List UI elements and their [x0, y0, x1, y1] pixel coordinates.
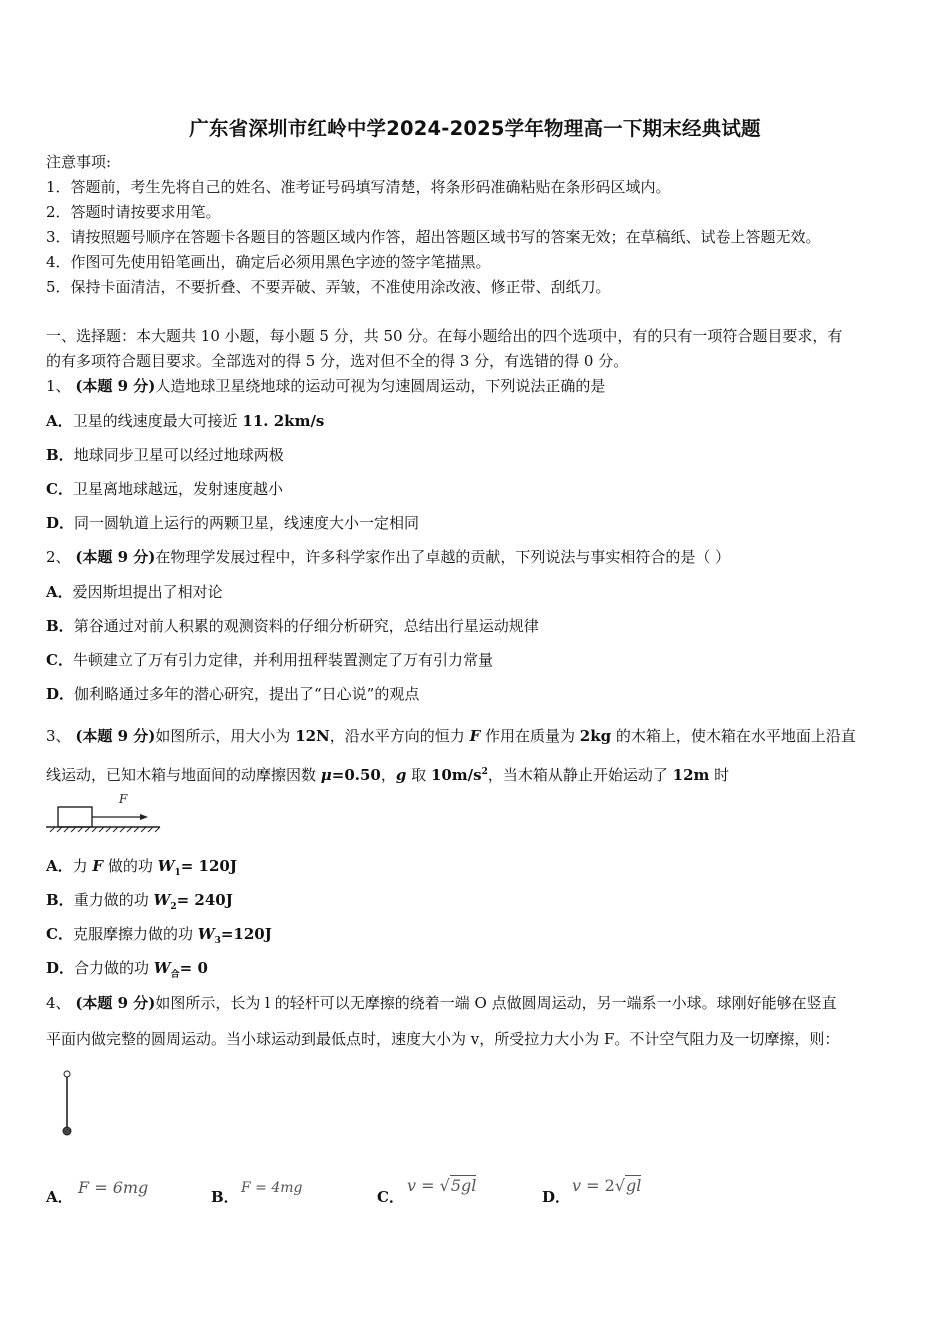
option-label: B． [46, 891, 74, 909]
option-text: 卫星离地球越远，发射速度越小 [72, 480, 283, 498]
q4-option-d[interactable] [542, 1174, 702, 1214]
notice-item: 5．保持卡面清洁，不要折叠、不要弄破、弄皱，不准使用涂改液、修正带、刮纸刀。 [46, 278, 611, 296]
option-variable: W [157, 857, 175, 875]
notice-item: 3．请按照题号顺序在答题卡各题目的答题区域内作答，超出答题区域书写的答案无效；在草稿纸、试卷上答题无效。 [46, 228, 821, 246]
option-formula [572, 1176, 641, 1195]
option-text: 重力做的功 [73, 891, 154, 909]
formula-equals: = [416, 1176, 440, 1195]
question-text: 人造地球卫星绕地球的运动可视为匀速圆周运动，下列说法正确的是 [155, 377, 606, 395]
option-value: 11. 2km/s [242, 412, 325, 430]
option-text: 合力做的功 [74, 959, 154, 977]
question-score: (本题 9 分) [75, 727, 156, 745]
q3-option-a[interactable] [46, 856, 916, 883]
q2-option-b[interactable] [46, 616, 916, 636]
formula-equals: = [89, 1178, 113, 1197]
option-variable: W [153, 891, 171, 909]
formula-rhs: 6mg [112, 1178, 149, 1197]
notice-item: 4．作图可先使用铅笔画出，确定后必须用黑色字迹的签字笔描黑。 [46, 253, 491, 271]
option-text: 地球同步卫星可以经过地球两极 [73, 446, 284, 464]
q2-option-c[interactable] [46, 650, 916, 670]
option-value: = 120J [180, 857, 237, 875]
option-text: 克服摩擦力做的功 [72, 925, 198, 943]
option-value: =120J [220, 925, 272, 943]
option-text: 力 [72, 857, 93, 875]
option-subscript: 3 [214, 936, 221, 946]
stem-variable: μ [320, 766, 332, 784]
q1-option-b[interactable] [46, 445, 916, 465]
stem-text: 的木箱上，使木箱在水平地面上沿直 [611, 727, 856, 745]
stem-variable: g [395, 766, 407, 784]
ground-hatching [50, 827, 160, 832]
formula-coefficient: 2 [604, 1176, 615, 1195]
option-label: A． [46, 412, 73, 430]
q4-option-b[interactable] [211, 1174, 371, 1214]
option-text: 做的功 [103, 857, 158, 875]
stem-text: ，当木箱从静止开始运动了 [487, 766, 673, 784]
question-3-stem-line1 [46, 726, 916, 746]
question-number: 3、 [46, 727, 71, 745]
stem-text: ， [380, 766, 396, 784]
question-2-stem [46, 547, 916, 567]
stem-text: 作用在质量为 [480, 727, 580, 745]
q3-option-c[interactable] [46, 924, 916, 951]
formula-lhs: F [78, 1178, 90, 1197]
rod-ball-diagram [56, 1068, 78, 1140]
option-label: D． [46, 959, 75, 977]
stem-value: 12m [672, 766, 710, 784]
option-variable: F [92, 857, 104, 875]
option-label: D． [542, 1188, 571, 1206]
question-4-stem-line1 [46, 993, 916, 1013]
q2-option-d[interactable] [46, 684, 916, 704]
option-text: 第谷通过对前人积累的观测资料的仔细分析研究，总结出行星运动规律 [73, 617, 539, 635]
question-score: (本题 9 分) [75, 377, 156, 395]
option-label: B． [211, 1188, 239, 1206]
stem-text: 如图所示，用大小为 [155, 727, 296, 745]
option-text: 牛顿建立了万有引力定律，并利用扭秤装置测定了万有引力常量 [72, 651, 493, 669]
formula-lhs: v [572, 1176, 582, 1195]
q3-option-d[interactable] [46, 958, 916, 985]
box-force-diagram [46, 788, 166, 836]
option-label: A． [46, 583, 73, 601]
q1-option-d[interactable] [46, 513, 916, 533]
q2-option-a[interactable] [46, 582, 916, 602]
stem-superscript: 2 [481, 767, 488, 777]
sqrt-sign-icon: √ [439, 1176, 450, 1195]
stem-text: 如图所示，长为 l 的轻杆可以无摩擦的绕着一端 O 点做圆周运动，另一端系一小球。球刚好能够在竖直 [155, 994, 837, 1012]
question-4-stem-line2: 平面内做完整的圆周运动。当小球运动到最低点时，速度大小为 v，所受拉力大小为 F。不计空气阻力及一切摩擦，则： [46, 1030, 840, 1048]
wooden-box [58, 807, 92, 827]
q1-option-c[interactable] [46, 479, 916, 499]
stem-text: ，沿水平方向的恒力 [329, 727, 470, 745]
question-number: 2、 [46, 548, 71, 566]
q4-option-a[interactable] [46, 1174, 206, 1214]
force-arrow-head [140, 814, 148, 820]
option-label: D． [46, 685, 75, 703]
q3-option-b[interactable] [46, 890, 916, 917]
formula-lhs: v [407, 1176, 417, 1195]
formula-radicand: 5gl [450, 1176, 477, 1195]
option-variable: W [197, 925, 215, 943]
stem-value: 10m/s [430, 766, 482, 784]
question-3-stem-line2 [46, 762, 916, 785]
option-label: C． [46, 925, 73, 943]
notice-item: 1．答题前，考生先将自己的姓名、准考证号码填写清楚，将条形码准确粘贴在条形码区域内。 [46, 178, 671, 196]
option-value: = 240J [176, 891, 233, 909]
page-title: 广东省深圳市红岭中学2024-2025学年物理高一下期末经典试题 [189, 117, 761, 140]
q1-option-a[interactable] [46, 411, 916, 431]
sqrt-sign-icon: √ [614, 1176, 626, 1195]
option-subscript: 合 [170, 970, 180, 980]
option-label: A． [46, 1188, 73, 1206]
q4-options-row [46, 1174, 916, 1214]
stem-variable: F [469, 727, 481, 745]
question-1-stem [46, 376, 916, 396]
option-label: D． [46, 514, 75, 532]
option-label: C． [46, 651, 73, 669]
option-label: C． [46, 480, 73, 498]
option-subscript: 1 [174, 868, 181, 878]
small-ball [63, 1127, 71, 1135]
notice-item: 2．答题时请按要求用笔。 [46, 203, 221, 221]
option-label: B． [46, 446, 74, 464]
stem-text: 取 [406, 766, 431, 784]
option-formula [78, 1178, 148, 1197]
stem-value: =0.50 [331, 766, 381, 784]
option-variable: W [153, 959, 171, 977]
option-text: 卫星的线速度最大可接近 [72, 412, 243, 430]
formula-equals: = [581, 1176, 605, 1195]
option-text: 伽利略通过多年的潜心研究，提出了“日心说”的观点 [74, 685, 420, 703]
formula-radicand: gl [626, 1176, 642, 1195]
option-value: = 0 [179, 959, 208, 977]
option-label: A． [46, 857, 73, 875]
pivot-point-o [64, 1071, 70, 1077]
formula-lhs: F [241, 1180, 251, 1196]
section-instructions-line: 的有多项符合题目要求。全部选对的得 5 分，选对但不全的得 3 分，有选错的得 0 分。 [46, 352, 629, 370]
question-score: (本题 9 分) [75, 548, 156, 566]
stem-value: 12N [295, 727, 330, 745]
option-text: 爱因斯坦提出了相对论 [72, 583, 223, 601]
formula-equals: = [250, 1180, 272, 1196]
option-label: B． [46, 617, 74, 635]
section-instructions-line: 一、选择题：本大题共 10 小题，每小题 5 分，共 50 分。在每小题给出的四个选项中，有的只有一项符合题目要求，有 [46, 327, 843, 345]
option-label: C． [377, 1188, 404, 1206]
formula-rhs: 4mg [271, 1180, 303, 1196]
stem-value: 2kg [579, 727, 612, 745]
option-subscript: 2 [170, 902, 177, 912]
question-score: (本题 9 分) [75, 994, 156, 1012]
question-text: 在物理学发展过程中，许多科学家作出了卓越的贡献，下列说法与事实相符合的是（ ） [155, 548, 731, 566]
stem-text: 线运动，已知木箱与地面间的动摩擦因数 [46, 766, 321, 784]
q4-option-c[interactable] [377, 1174, 537, 1214]
notice-heading: 注意事项: [46, 153, 112, 171]
question-number: 1、 [46, 377, 71, 395]
option-formula [241, 1180, 303, 1196]
option-text: 同一圆轨道上运行的两颗卫星，线速度大小一定相同 [74, 514, 420, 532]
option-formula [407, 1176, 476, 1195]
stem-text: 时 [709, 766, 730, 784]
force-label: F [119, 792, 128, 806]
question-number: 4、 [46, 994, 71, 1012]
